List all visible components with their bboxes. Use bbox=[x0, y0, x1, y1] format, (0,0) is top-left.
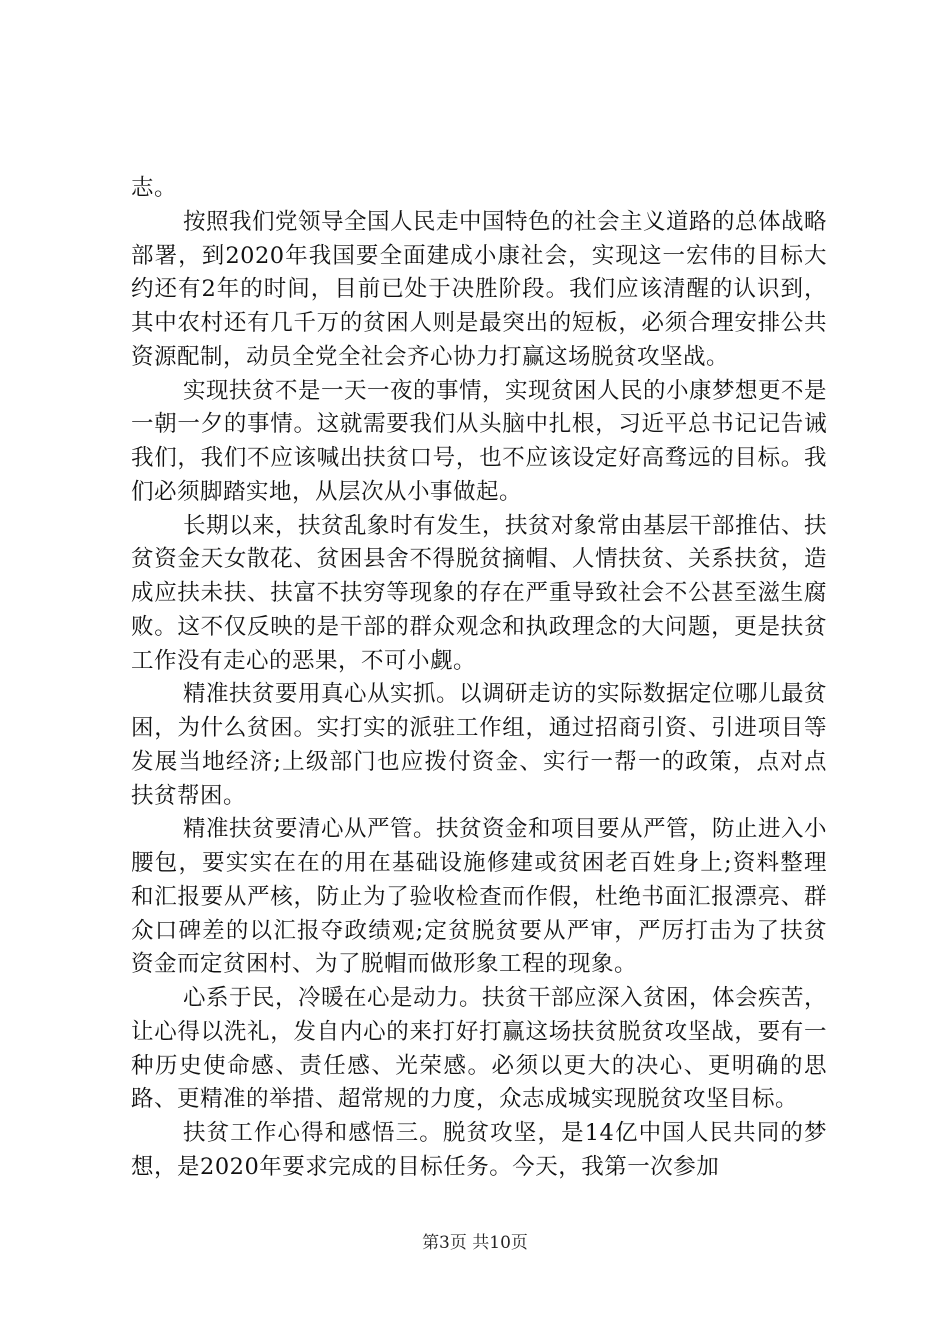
paragraph-5: 精准扶贫要清心从严管。扶贫资金和项目要从严管，防止进入小腰包，要实实在在的用在基础设施修建或贫困老百姓身上;资料整理和汇报要从严核，防止为了验收检查而作假，杜绝书面汇报漂亮、群众口碑差的以汇报夺政绩观;定贫脱贫要从严审，严厉打击为了扶贫资金而定贫困村、为了脱帽而做形象工程的现象。 bbox=[131, 816, 828, 978]
paragraph-2: 实现扶贫不是一天一夜的事情，实现贫困人民的小康梦想更不是一朝一夕的事情。这就需要我们从头脑中扎根，习近平总书记记告诫我们，我们不应该喊出扶贫口号，也不应该设定好高骛远的目标。我们必须脚踏实地，从层次从小事做起。 bbox=[131, 377, 828, 505]
paragraph-4: 精准扶贫要用真心从实抓。以调研走访的实际数据定位哪儿最贫困，为什么贫困。实打实的派驻工作组，通过招商引资、引进项目等发展当地经济;上级部门也应拨付资金、实行一帮一的政策，点对点扶贫帮困。 bbox=[131, 681, 828, 809]
paragraph-7: 扶贫工作心得和感悟三。脱贫攻坚，是14亿中国人民共同的梦想，是2020年要求完成的目标任务。今天，我第一次参加 bbox=[131, 1120, 827, 1180]
paragraph-1: 按照我们党领导全国人民走中国特色的社会主义道路的总体战略部署，到2020年我国要全面建成小康社会，实现这一宏伟的目标大约还有2年的时间，目前已处于决胜阶段。我们应该清醒的认识到，其中农村还有几千万的贫困人则是最突出的短板，必须合理安排公共资源配制，动员全党全社会齐心协力打赢这场脱贫攻坚战。 bbox=[131, 208, 828, 370]
paragraph-3: 长期以来，扶贫乱象时有发生，扶贫对象常由基层干部推估、扶贫资金天女散花、贫困县舍不得脱贫摘帽、人情扶贫、关系扶贫，造成应扶未扶、扶富不扶穷等现象的存在严重导致社会不公甚至滋生腐败。这不仅反映的是干部的群众观念和执政理念的大问题，更是扶贫工作没有走心的恶果，不可小觑。 bbox=[131, 512, 828, 674]
document-body bbox=[131, 172, 827, 1185]
paragraph-0: 志。 bbox=[131, 175, 178, 201]
page-number-footer: 第3页 共10页 bbox=[422, 1233, 528, 1253]
paragraph-6: 心系于民，冷暖在心是动力。扶贫干部应深入贫困，体会疾苦，让心得以洗礼，发自内心的来打好打赢这场扶贫脱贫攻坚战，要有一种历史使命感、责任感、光荣感。必须以更大的决心、更明确的思路、更精准的举措、超常规的力度，众志成城实现脱贫攻坚目标。 bbox=[131, 985, 828, 1113]
